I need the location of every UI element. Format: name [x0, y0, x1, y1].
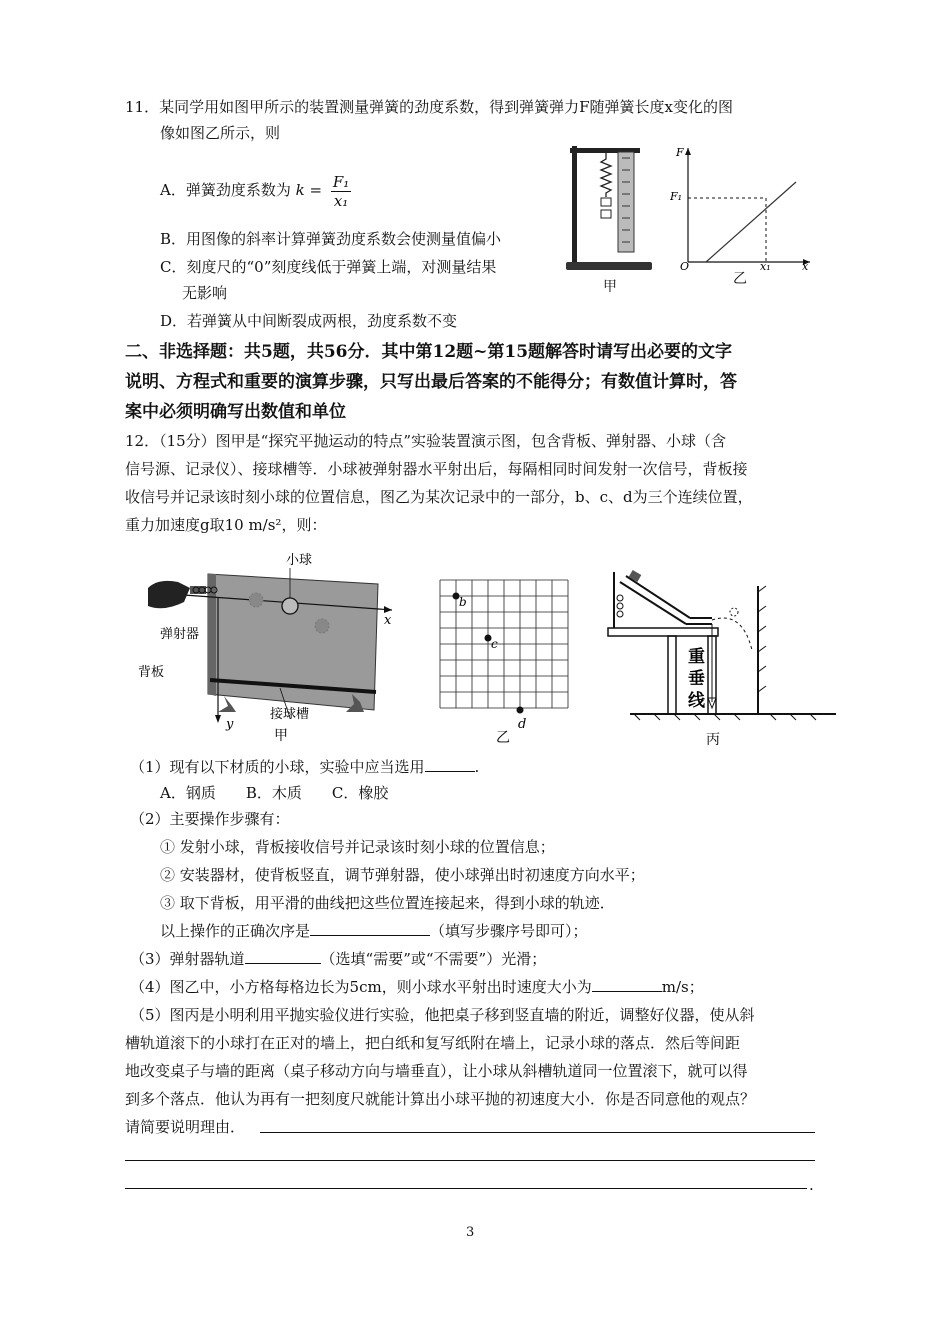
- point-d-label: d: [518, 717, 527, 732]
- graph-origin-label: O: [680, 260, 690, 272]
- q12-part1: （1）现有以下材质的小球，实验中应当选用 .: [130, 758, 480, 776]
- foot-left: [218, 696, 236, 712]
- ball-label: 小球: [286, 553, 313, 568]
- section2-line2: 说明、方程式和重要的演算步骤，只写出最后答案的不能得分；有数值计算时，答: [125, 372, 737, 392]
- plumb-label-2: 垂: [688, 669, 705, 689]
- q11-fraction-den: x₁: [333, 191, 349, 210]
- q12-stem-line4: 重力加速度g取10 m/s²，则：: [125, 516, 327, 534]
- hand: [148, 581, 190, 608]
- fig-yi-label: 乙: [496, 730, 510, 746]
- fx-line: [706, 182, 796, 262]
- q12-part2-blank[interactable]: [310, 921, 430, 936]
- q11-option-b: B．用图像的斜率计算弹簧劲度系数会使测量值偏小: [160, 230, 502, 248]
- graph-x1-label: x₁: [760, 260, 771, 272]
- q12-fig-board: [130, 548, 420, 743]
- plumb-label-1: 重: [688, 647, 705, 667]
- point-b-label: b: [459, 595, 467, 609]
- q11-option-a: [160, 168, 351, 212]
- plumb-label-3: 线: [688, 691, 705, 711]
- graph-y-label: F: [676, 146, 684, 159]
- q11-option-a-text: A．弹簧劲度系数为: [160, 181, 291, 199]
- page-number: 3: [466, 1225, 475, 1240]
- q12-part1-blank[interactable]: [425, 757, 475, 772]
- q12-stem-line2: 信号源、记录仪）、接球槽等．小球被弹射器水平射出后，每隔相同时间发射一次信号，背板接: [125, 460, 748, 478]
- q11-fraction-num: F₁: [332, 172, 350, 191]
- q12-part4-blank[interactable]: [592, 977, 662, 992]
- answer-line-2[interactable]: [125, 1160, 815, 1161]
- stand-pole: [572, 146, 577, 264]
- answer-end-period: .: [809, 1176, 814, 1194]
- spring: [601, 153, 611, 197]
- answer-line-3[interactable]: [125, 1188, 807, 1189]
- q11-option-d: D．若弹簧从中间断裂成两根，劲度系数不变: [160, 312, 458, 330]
- q12-part3-blank[interactable]: [245, 949, 321, 964]
- q12-part2-step3: ③ 取下背板，用平滑的曲线把这些位置连接起来，得到小球的轨迹．: [160, 894, 615, 912]
- graph-x-label: x: [802, 260, 809, 272]
- ball: [282, 598, 298, 614]
- q11-option-c-line1: C．刻度尺的“0”刻度线低于弹簧上端，对测量结果: [160, 258, 497, 276]
- q11-fig-spring-apparatus: [560, 140, 665, 275]
- board-y-label: y: [226, 717, 234, 732]
- q12-stem-line3: 收信号并记录该时刻小球的位置信息，图乙为某次记录中的一部分，b、c、d为三个连续位置，: [125, 488, 753, 506]
- q12-fig-table-wall: [600, 562, 840, 752]
- q12-part1-options: A．钢质 B．木质 C．橡胶: [160, 784, 389, 802]
- trough-label: 接球槽: [270, 707, 310, 722]
- q11-fig-fx-graph: [670, 142, 815, 272]
- board-x-label: x: [384, 613, 392, 628]
- q12-part2-step2: ② 安装器材，使背板竖直，调节弹射器，使小球弹出时初速度方向水平；: [160, 866, 645, 884]
- ramp: [620, 582, 686, 624]
- fig-jia-label: 甲: [274, 728, 288, 743]
- point-c-label: c: [491, 637, 498, 651]
- ball-trace: [315, 619, 329, 633]
- q11-fig-yi-label: 乙: [733, 271, 747, 287]
- q11-option-c-line2: 无影响: [182, 284, 228, 302]
- section2-line3: 案中必须明确写出数值和单位: [125, 402, 346, 422]
- q12-stem-line1: 12．（15分）图甲是“探究平抛运动的特点”实验装置演示图，包含背板、弹射器、小球（含: [125, 432, 727, 450]
- stand-base: [566, 262, 652, 270]
- ball-trace: [249, 593, 263, 607]
- q12-part2-title: （2）主要操作步骤有：: [130, 810, 290, 828]
- q11-stem-line1: 11．某同学用如图甲所示的装置测量弹簧的劲度系数，得到弹簧弹力F随弹簧长度x变化的图: [125, 98, 733, 116]
- tabletop: [608, 628, 718, 636]
- q11-option-a-fraction: [331, 173, 351, 210]
- q12-part5-line3: 地改变桌子与墙的距离（桌子移动方向与墙垂直），让小球从斜槽轨道同一位置滚下，就可以得: [125, 1062, 748, 1080]
- fig-bing-label: 丙: [706, 732, 720, 748]
- q12-part4: （4）图乙中，小方格每格边长为5cm，则小球水平射出时速度大小为 m/s；: [130, 978, 704, 996]
- ruler: [618, 152, 634, 252]
- weight: [601, 198, 611, 206]
- q12-part5-line2: 槽轨道滚下的小球打在正对的墙上，把白纸和复写纸附在墙上，记录小球的落点．然后等间距: [125, 1034, 741, 1052]
- q12-fig-grid: [432, 574, 582, 749]
- q12-part1-text: （1）现有以下材质的小球，实验中应当选用: [130, 758, 425, 776]
- q12-part5-line5: 请简要说明理由．: [125, 1118, 246, 1136]
- q11-stem-line2: 像如图乙所示，则: [160, 124, 281, 142]
- table-leg: [668, 636, 676, 714]
- point-d: [517, 707, 524, 714]
- q11-fig-jia-label: 甲: [603, 279, 617, 295]
- launcher-label: 弹射器: [160, 627, 200, 642]
- q12-part3: （3）弹射器轨道 （选填“需要”或“不需要”）光滑；: [130, 950, 547, 968]
- graph-f1-label: F₁: [670, 190, 683, 203]
- answer-line-1[interactable]: [260, 1132, 815, 1133]
- q11-option-a-k: k =: [295, 181, 323, 199]
- section2-line1: 二、非选择题：共5题，共56分．其中第12题~第15题解答时请写出必要的文字: [125, 342, 733, 362]
- q12-part2-order: 以上操作的正确次序是 （填写步骤序号即可）；: [160, 922, 588, 940]
- q12-part5-line1: （5）图丙是小明利用平抛实验仪进行实验，他把桌子移到竖直墙的附近，调整好仪器，使从斜: [130, 1006, 755, 1024]
- weight: [601, 210, 611, 218]
- board-label: 背板: [138, 665, 165, 680]
- q12-part2-step1: ① 发射小球，背板接收信号并记录该时刻小球的位置信息；: [160, 838, 555, 856]
- q12-part5-line4: 到多个落点．他认为再有一把刻度尺就能计算出小球平抛的初速度大小．你是否同意他的观点？: [125, 1090, 756, 1108]
